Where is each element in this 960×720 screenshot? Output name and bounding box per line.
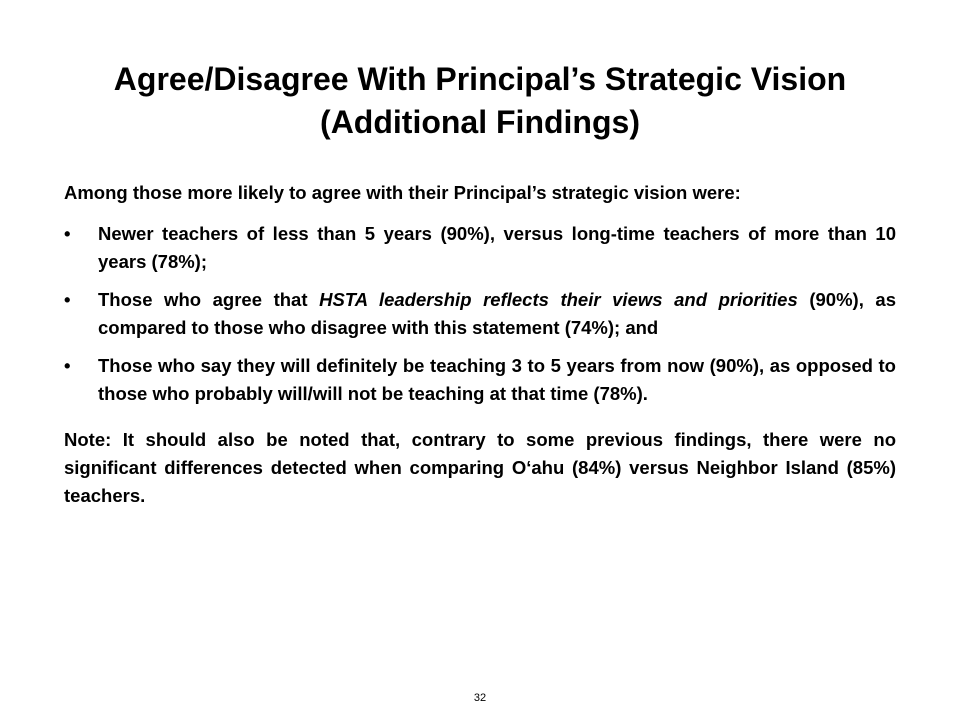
finding-text: Those who say they will definitely be teaching 3 to 5 years from now (90%), as opposed to those who probably will/will not be teaching at that time (78%). <box>98 355 896 404</box>
slide-title <box>40 58 920 144</box>
slide-title-line-2: (Additional Findings) <box>320 104 640 140</box>
intro-paragraph: Among those more likely to agree with their Principal’s strategic vision were: <box>64 182 741 203</box>
page-number: 32 <box>473 692 487 704</box>
slide-body <box>64 179 896 510</box>
finding-text-tail: (90%), as compared to those who disagree with this statement (74%); and <box>98 289 896 338</box>
finding-item-hsta-leadership <box>64 286 896 342</box>
slide-title-line-1: Agree/Disagree With Principal’s Strategic Vision <box>113 61 847 97</box>
bullet-icon: • <box>64 223 71 244</box>
finding-item-teaching-plans <box>64 352 896 408</box>
finding-item-tenure <box>64 220 896 276</box>
note-paragraph: Note: It should also be noted that, contrary to some previous findings, there were no significant differences detected when comparing O‘ahu (84%) versus Neighbor Island (85%) teachers. <box>64 429 896 506</box>
finding-text-emphasis: HSTA leadership reflects their views and priorities <box>319 289 798 310</box>
findings-list <box>64 220 896 408</box>
finding-text: Newer teachers of less than 5 years (90%), versus long-time teachers of more than 10 years (78%); <box>98 223 896 272</box>
bullet-icon: • <box>64 289 71 310</box>
finding-text-lead: Those who agree that <box>98 289 320 310</box>
bullet-icon: • <box>64 355 71 376</box>
